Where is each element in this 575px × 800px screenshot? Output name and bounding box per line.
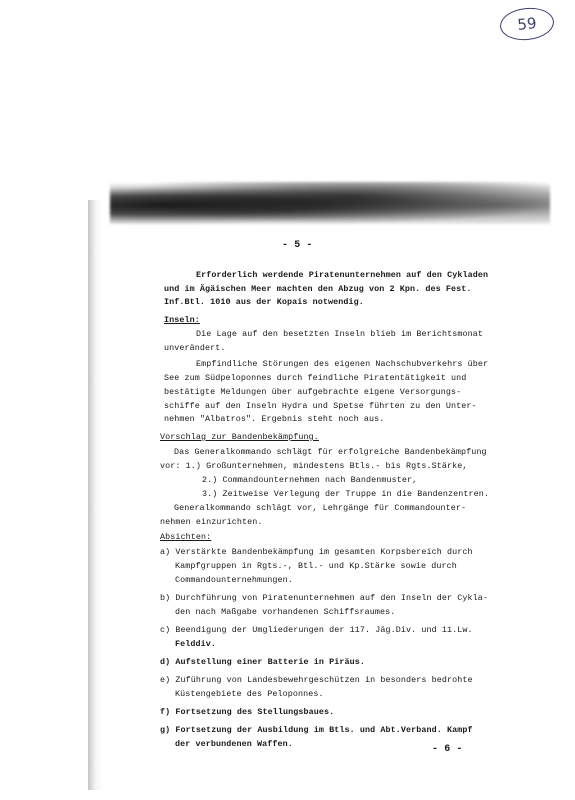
archive-number-stamp: 59 (498, 5, 555, 42)
inseln-p2-line-1: Empfindliche Störungen des eigenen Nachschubverkehrs über (196, 359, 489, 369)
section-heading-inseln: Inseln: (164, 315, 200, 325)
inseln-p2-line-2: See zum Südpeloponnes durch feindliche Piratentätigkeit und (164, 373, 467, 383)
vorschlag-line-2: vor: 1.) Großunternehmen, mindestens Btls.- bis Rgts.Stärke, (160, 461, 468, 471)
vorschlag-line-5: Generalkommando schlägt vor, Lehrgänge für Commandounter- (174, 503, 467, 513)
absichten-c-line-2: Felddiv. (175, 639, 217, 649)
absichten-a-line-1: a) Verstärkte Bandenbekämpfung im gesamten Korpsbereich durch (160, 547, 473, 557)
absichten-g-line-1: g) Fortsetzung der Ausbildung im Btls. und Abt.Verband. Kampf (160, 725, 473, 735)
inseln-p2-line-4: schiffe auf den Inseln Hydra und Spetse führten zu den Unter- (164, 401, 477, 411)
intro-line-3: Inf.Btl. 1010 aus der Kopais notwendig. (164, 297, 364, 307)
absichten-a-line-2: Kampfgruppen in Rgts.-, Btl.- und Kp.Stärke sowie durch (175, 561, 457, 571)
inseln-p1-line-2: unverändert. (164, 343, 226, 353)
scan-smudge (110, 182, 550, 224)
inseln-p2-line-5: nehmen "Albatros". Ergebnis steht noch aus. (164, 414, 385, 424)
page-number-bottom: - 6 - (432, 744, 463, 755)
absichten-c-line-1: c) Beendigung der Umgliederungen der 117. Jäg.Div. und 11.Lw. (160, 625, 473, 635)
vorschlag-line-6: nehmen einzurichten. (160, 517, 263, 527)
intro-line-1: Erforderlich werdende Piratenunternehmen auf den Cykladen (196, 270, 489, 280)
inseln-p2-line-3: bestätigte Meldungen über aufgebrachte eigene Versorgungs- (164, 387, 462, 397)
section-heading-absichten: Absichten: (160, 532, 212, 542)
absichten-e-line-1: e) Zuführung von Landesbewehrgeschützen in besonders bedrohte (160, 675, 473, 685)
intro-line-2: und im Ägäischen Meer machten den Abzug von 2 Kpn. des Fest. (164, 284, 472, 294)
absichten-g-line-2: der verbundenen Waffen. (175, 739, 293, 749)
page-number-top: - 5 - (282, 240, 313, 251)
absichten-d-line-1: d) Aufstellung einer Batterie in Piräus. (160, 657, 366, 667)
scan-edge-shadow (88, 200, 102, 790)
absichten-a-line-3: Commandounternehmungen. (175, 575, 293, 585)
absichten-e-line-2: Küstengebiete des Peloponnes. (175, 689, 324, 699)
vorschlag-line-3: 2.) Commandounternehmen nach Bandenmuster, (202, 475, 418, 485)
vorschlag-line-1: Das Generalkommando schlägt für erfolgreiche Bandenbekämpfung (174, 447, 487, 457)
absichten-b-line-1: b) Durchführung von Piratenunternehmen auf den Inseln der Cykla- (160, 593, 489, 603)
absichten-f-line-1: f) Fortsetzung des Stellungsbaues. (160, 707, 335, 717)
section-heading-vorschlag: Vorschlag zur Bandenbekämpfung. (160, 432, 319, 442)
absichten-b-line-2: den nach Maßgabe vorhandenen Schiffsraumes. (175, 607, 396, 617)
inseln-p1-line-1: Die Lage auf den besetzten Inseln blieb im Berichtsmonat (196, 329, 484, 339)
vorschlag-line-4: 3.) Zeitweise Verlegung der Truppe in die Bandenzentren. (202, 489, 490, 499)
